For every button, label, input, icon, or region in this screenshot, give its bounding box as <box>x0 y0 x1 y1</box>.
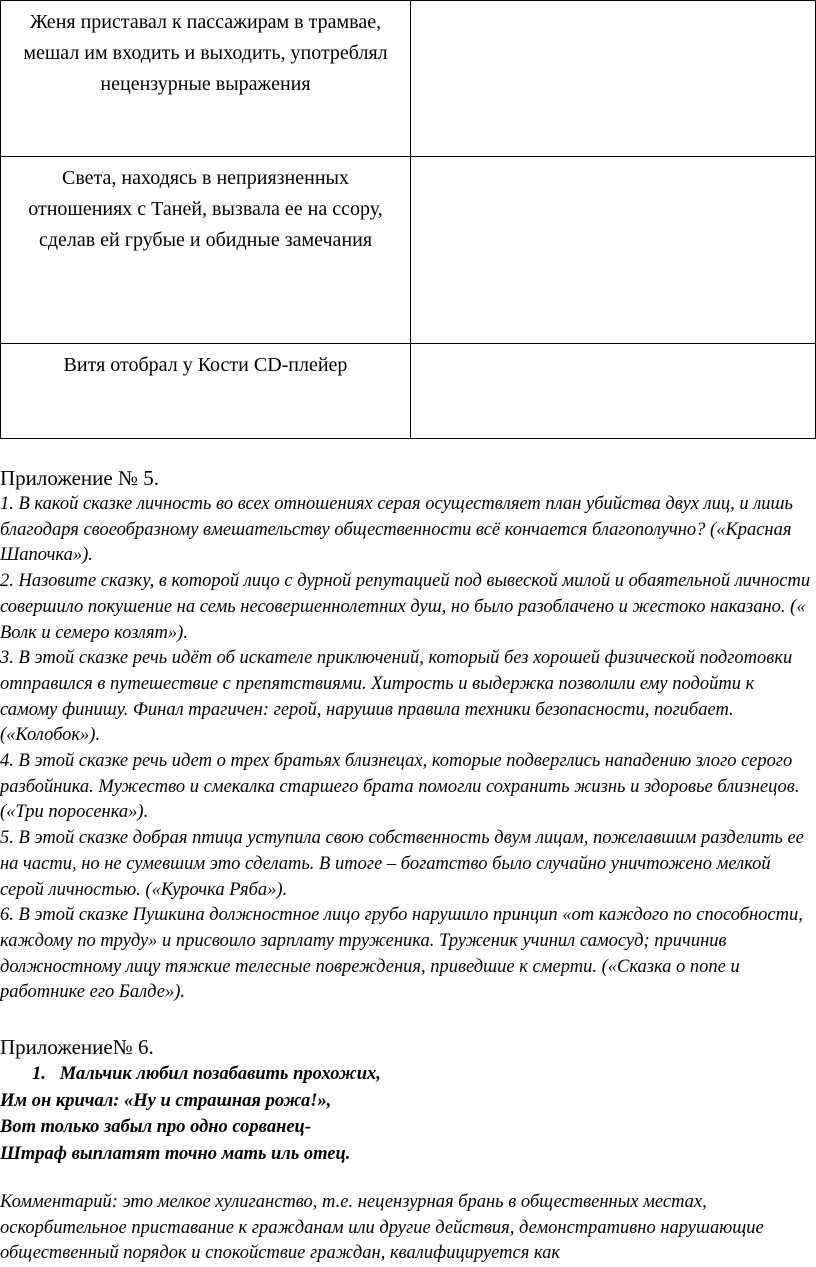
case-text: Женя приставал к пассажирам в трамвае, мешал им входить и выходить, употреблял нецензурные выражения <box>23 11 388 95</box>
poem-line: Вот только забыл про одно сорванец- <box>0 1117 312 1137</box>
quiz-item: 5. В этой сказке добрая птица уступила свою собственность двум лицам, пожелавшим разделить ее на части, но не сумевшим это сделать. В итоге – богатство было случайно уничтожено мелкой серой личностью. («Курочка Ряба»). <box>0 828 804 900</box>
table-row <box>1 1 816 157</box>
poem-line: 1. Мальчик любил позабавить прохожих, <box>32 1064 381 1084</box>
table-row <box>1 344 816 439</box>
case-text: Витя отобрал у Кости CD-плейер <box>63 354 348 376</box>
quiz-item: 4. В этой сказке речь идет о трех братьях близнецах, которые подверглись нападению злого серого разбойника. Мужество и смекалка старшего брата помогли сохранить жизнь и здоровье близнецов. («Три поросенка»). <box>0 751 800 823</box>
comment-text: Комментарий: это мелкое хулиганство, т.е. нецензурная брань в общественных местах, оскорбительное приставание к гражданам или другие действия, демонстративно нарушающие общественный порядок и спокойствие граждан, квалифицируется как <box>0 1192 764 1264</box>
appendix-5 <box>0 465 816 1006</box>
quiz-item: 2. Назовите сказку, в которой лицо с дурной репутацией под вывеской милой и обаятельной личности совершило покушение на семь несовершеннолетних душ, но было разоблачено и жестоко наказано. (« Волк и семеро козлят»). <box>0 571 811 643</box>
answer-cell <box>411 157 816 344</box>
case-text: Света, находясь в неприязненных отношениях с Таней, вызвала ее на ссору, сделав ей грубые и обидные замечания <box>28 167 383 251</box>
case-cell <box>1 344 411 439</box>
cases-table <box>0 0 816 439</box>
answer-cell <box>411 344 816 439</box>
quiz-item: 1. В какой сказке личность во всех отношениях серая осуществляет план убийства двух лиц, и лишь благодаря своеобразному вмешательству общественности всё кончается благополучно? («Красная Шапочка»). <box>0 494 793 566</box>
quiz-item: 6. В этой сказке Пушкина должностное лицо грубо нарушило принцип «от каждого по способности, каждому по труду» и присвоило зарплату труженика. Труженик учинил самосуд; причинив должностному лицу тяжкие телесные повреждения, приведшие к смерти. («Сказка о попе и работнике его Балде»). <box>0 905 803 1003</box>
poem-line: Им он кричал: «Ну и страшная рожа!», <box>0 1090 332 1111</box>
table-row <box>1 157 816 344</box>
appendix-6 <box>0 1034 816 1267</box>
appendix-6-heading: Приложение№ 6. <box>0 1035 154 1059</box>
case-cell <box>1 157 411 344</box>
poem-number: 1. <box>32 1064 46 1084</box>
case-cell <box>1 1 411 157</box>
answer-cell <box>411 1 816 157</box>
poem-line: Штраф выплатят точно мать иль отец. <box>0 1143 351 1164</box>
appendix-5-heading: Приложение № 5. <box>0 466 159 490</box>
quiz-item: 3. В этой сказке речь идёт об искателе приключений, который без хорошей физической подготовки отправился в путешествие с препятствиями. Хитрость и выдержка позволили ему подойти к самому финишу. Финал трагичен: герой, нарушив правила техники безопасности, погибает. («Колобок»). <box>0 648 793 746</box>
